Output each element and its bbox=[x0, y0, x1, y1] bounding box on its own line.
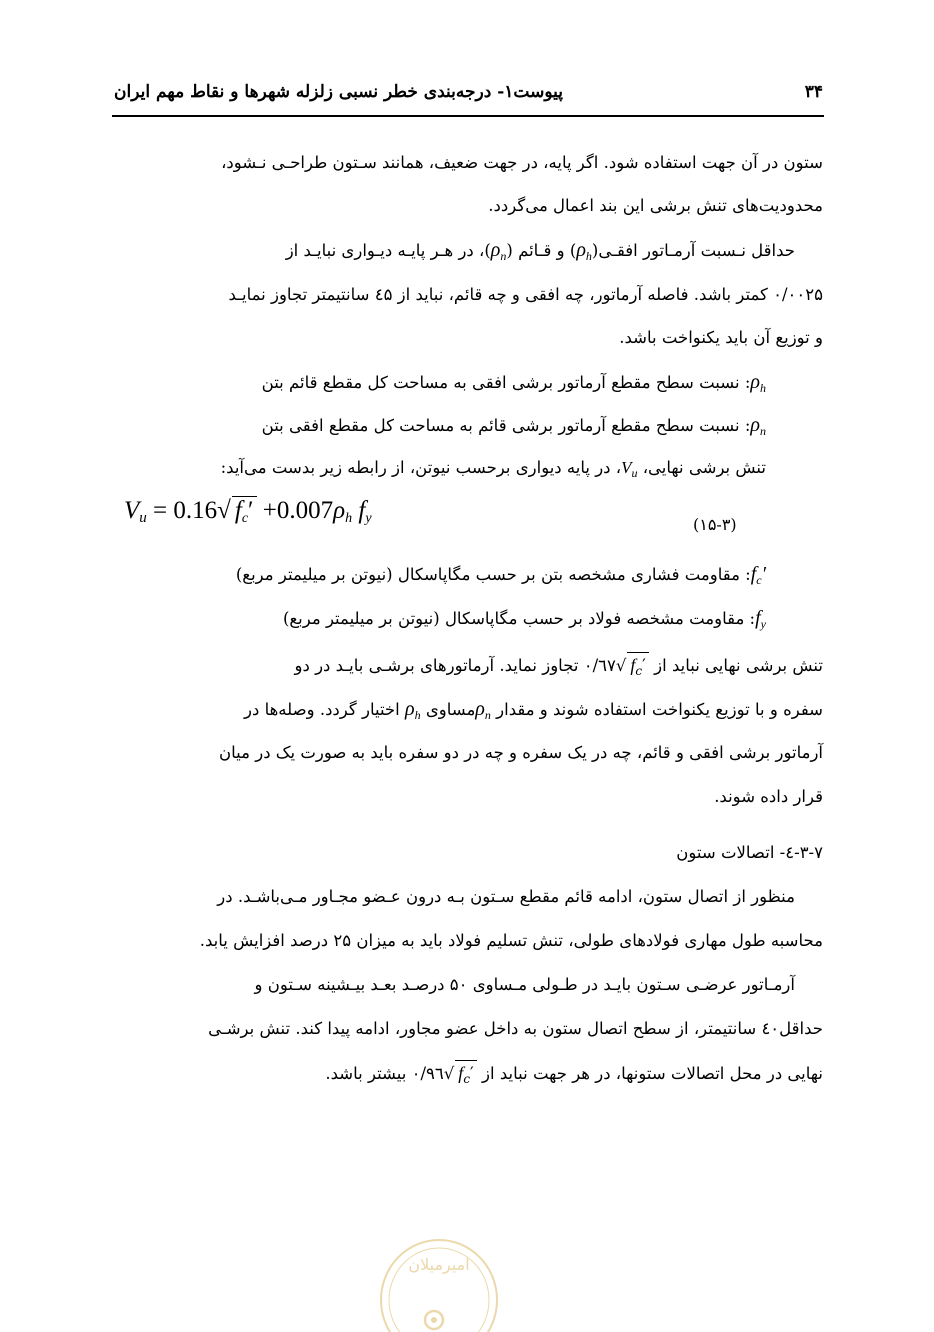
paragraph-5-line-2: حداقل٤۰ سانتیمتر، از سطح اتصال ستون به داخل عضو مجاور، ادامه پیدا کند. تنش برشـی bbox=[208, 1019, 823, 1038]
paragraph-4-line-1: منظور از اتصال ستون، ادامه قائم مقطع سـتون بـه درون عـضو مجـاور مـی‌باشـد. در bbox=[217, 887, 795, 906]
rho-symbol: ρ bbox=[333, 497, 346, 524]
paragraph-3-line-4: قرار داده شوند. bbox=[714, 787, 823, 806]
coefficient-2: 0.007 bbox=[276, 497, 334, 524]
definition-fy bbox=[283, 606, 766, 636]
text-span: تنش برشی نهایی نباید از bbox=[654, 656, 823, 675]
page-header bbox=[114, 72, 823, 112]
text-span: )، در هـر پایـه دیـواری نبایـد از bbox=[285, 241, 491, 260]
paragraph-2-line-1 bbox=[286, 238, 823, 268]
vu-symbol: V bbox=[124, 497, 140, 524]
paragraph-3-line-3: آرماتور برشی افقی و قائم، چه در یک سفره و چه در دو سفره باید به صورت یک در میان bbox=[219, 743, 823, 762]
text-span: ، در پایه دیواری برحسب نیوتن، از رابطه زیر بدست می‌آید: bbox=[220, 458, 622, 477]
definition-rho-n bbox=[262, 413, 766, 443]
fc-symbol: $f_c'$ bbox=[750, 563, 766, 587]
paragraph-4-line-2: محاسبه طول مهاری فولادهای طولی، تنش تسلیم فولاد باید به میزان ۲۵ درصد افزایش یابد. bbox=[199, 931, 823, 950]
equals-sign: = bbox=[153, 497, 168, 524]
text-span: بیشتر باشد. bbox=[325, 1064, 407, 1083]
paragraph-2-line-2: ۰/۰۰۲۵ کمتر باشد. فاصله آرماتور، چه افقی و چه قائم، نباید از ٤۵ سانتیمتر تجاوز نمایـد bbox=[228, 285, 823, 304]
rho-h-symbol: $\rho_h$ bbox=[404, 698, 421, 722]
subscript: u bbox=[139, 510, 147, 526]
definition-vu bbox=[221, 456, 766, 485]
vu-symbol: $V_u$ bbox=[621, 458, 638, 480]
text-span: سفره و با توزیع یکنواخت استفاده شوند و مقدار bbox=[496, 700, 823, 719]
header-rule bbox=[112, 115, 824, 117]
paragraph-3-line-1 bbox=[295, 652, 823, 683]
subscript: y bbox=[365, 511, 372, 526]
rho-n-symbol: $\rho_n$ bbox=[475, 698, 491, 722]
subscript: h bbox=[345, 511, 353, 526]
f-symbol: f bbox=[358, 497, 366, 524]
fy-symbol: $f_y$ bbox=[755, 607, 766, 631]
logo-text: امیرمیلان bbox=[408, 1255, 470, 1274]
plus-sign: + bbox=[262, 497, 277, 524]
text-span: : نسبت سطح مقطع آرماتور برشی افقی به مساحت کل مقطع قائم بتن bbox=[261, 373, 751, 392]
text-span: تجاوز نماید. آرماتورهای برشـی بایـد در دو bbox=[294, 656, 579, 675]
equation-number: (۱۵-۳) bbox=[693, 515, 737, 534]
definition-fc bbox=[236, 562, 766, 592]
rho-h-symbol: $\rho_h$ bbox=[576, 239, 592, 263]
coefficient-1: 0.16 bbox=[173, 497, 218, 524]
text-span: : مقاومت مشخصه فولاد بر حسب مگاپاسکال (نیوتن بر میلیمتر مربع) bbox=[282, 609, 756, 628]
paragraph-1-line-2: محدودیت‌های تنش برشی این بند اعمال می‌گردد. bbox=[488, 196, 823, 215]
coefficient: ۰/۹٦ bbox=[411, 1064, 444, 1083]
text-span: ) و قـائم ( bbox=[506, 241, 577, 260]
rho-n-symbol: $\rho_n$ bbox=[750, 414, 766, 438]
coefficient: ۰/٦۷ bbox=[583, 656, 616, 675]
definition-rho-h bbox=[262, 370, 766, 400]
rho-n-symbol: $\rho_n$ bbox=[490, 239, 507, 263]
sqrt-fc: $f_c'$ bbox=[232, 496, 257, 527]
page-number: ۳۴ bbox=[804, 82, 823, 102]
text-span: نهایی در محل اتصالات ستونها، در هر جهت نباید از bbox=[482, 1064, 823, 1083]
text-span: تنش برشی نهایی، bbox=[637, 458, 766, 477]
text-span: مساوی bbox=[425, 700, 476, 719]
paragraph-5-line-1: آرمـاتور عرضـی سـتون بایـد در طـولی مـساوی ۵۰ درصـد بعـد بیـشینه سـتون و bbox=[254, 975, 795, 994]
rho-h-symbol: $\rho_h$ bbox=[750, 371, 766, 395]
paragraph-5-line-3 bbox=[325, 1060, 823, 1091]
inline-sqrt-expr: ۰/٦۷√ $f_c'$ bbox=[584, 652, 649, 683]
inline-sqrt-expr: ۰/۹٦√ $f_c'$ bbox=[412, 1060, 477, 1091]
running-title: پیوست۱- درجه‌بندی خطر نسبی زلزله شهرها و نقاط مهم ایران bbox=[114, 82, 563, 102]
publisher-logo-watermark bbox=[374, 1228, 504, 1332]
text-span: حداقل نـسبت آرمـاتور افقـی( bbox=[591, 241, 795, 260]
paragraph-3-line-2 bbox=[244, 697, 823, 727]
paragraph-1-line-1: ستون در آن جهت استفاده شود. اگر پایه، در جهت ضعیف، همانند سـتون طراحـی نـشود، bbox=[221, 153, 823, 172]
text-span: : مقاومت فشاری مشخصه بتن بر حسب مگاپاسکال (نیوتن بر میلیمتر مربع) bbox=[235, 565, 751, 584]
text-span: اختیار گردد. وصله‌ها در bbox=[244, 700, 400, 719]
section-heading: ۳-۷-٤- اتصالات ستون bbox=[676, 843, 823, 862]
shear-strength-formula bbox=[124, 496, 372, 527]
paragraph-2-line-3: و توزیع آن باید یکنواخت باشد. bbox=[619, 328, 823, 347]
text-span: : نسبت سطح مقطع آرماتور برشی قائم به مساحت کل مقطع افقی بتن bbox=[261, 416, 751, 435]
radical-sign: √ bbox=[217, 497, 231, 524]
